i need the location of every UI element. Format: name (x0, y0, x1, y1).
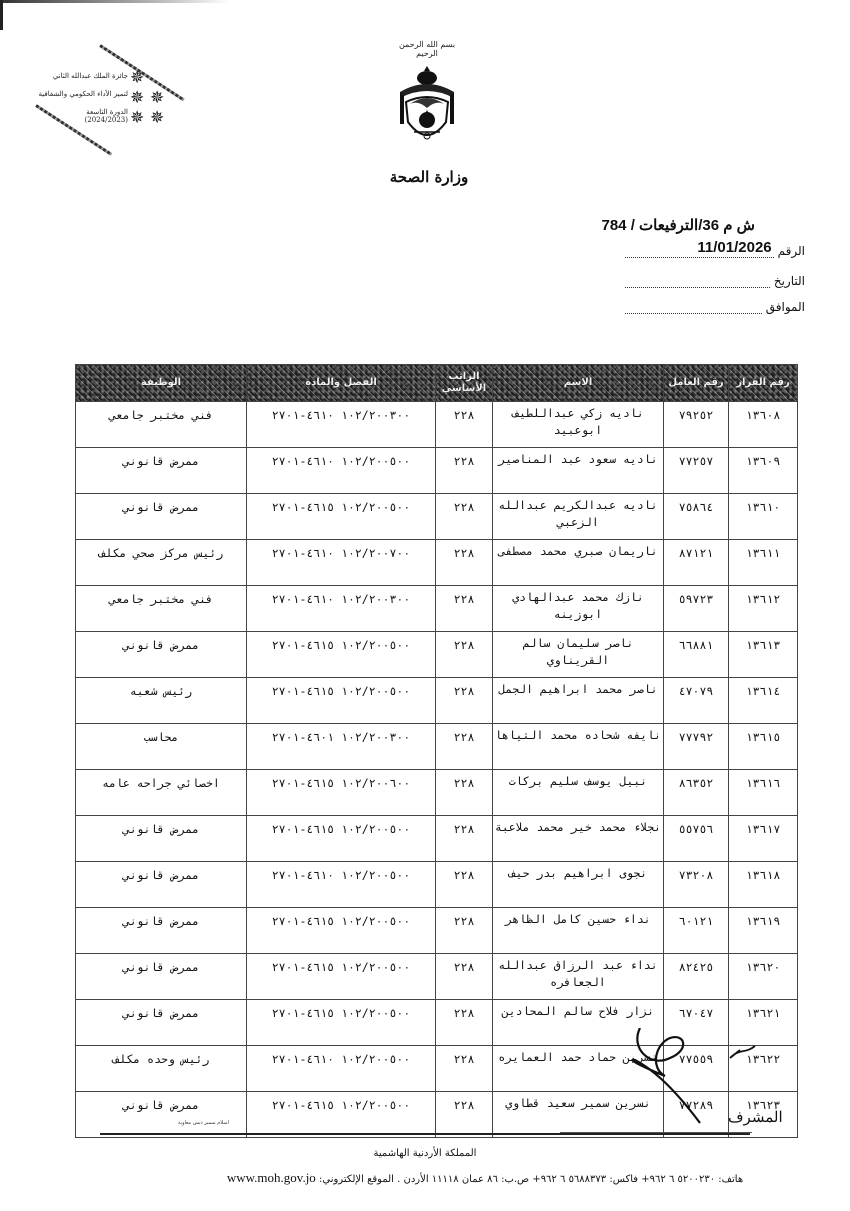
serial-cell: ١٣٦٢٣ (729, 1092, 798, 1138)
employee-number-cell: ٦٦٨٨١ (664, 632, 729, 678)
contact-details: هاتف: ٥٢٠٠٢٣٠ ٦ ٩٦٢+ فاكس: ٥٦٨٨٣٧٣ ٦ ٩٦٢+ ص.ب: ٨٦ عمان ١١١١٨ الأردن . الموقع الإلكتروني: (315, 1174, 744, 1185)
job-title-cell: فني مختبر جامعي (76, 402, 247, 448)
salary-cell: ٢٢٨ (436, 954, 493, 1000)
job-title-cell: ممرض قانوني (76, 1000, 247, 1046)
number-row (625, 239, 805, 258)
serial-cell: ١٣٦٢٢ (729, 1046, 798, 1092)
chapter-item-cell: ١٠٢/٢٠٠٥٠٠ ٤٦١٥-٢٧٠١ (247, 1092, 436, 1138)
table-row (76, 632, 798, 678)
name-cell: نازك محمد عبدالهادي ابوزينه (493, 586, 664, 632)
name-cell: نسرين سمير سعيد قطاوي (493, 1092, 664, 1138)
serial-cell: ١٣٦٠٨ (729, 402, 798, 448)
employee-number-cell: ٤٧٠٧٩ (664, 678, 729, 724)
serial-cell: ١٣٦١٨ (729, 862, 798, 908)
chapter-item-cell: ١٠٢/٢٠٠٥٠٠ ٤٦١٥-٢٧٠١ (247, 678, 436, 724)
scan-edge (0, 0, 230, 3)
number-field (625, 239, 774, 258)
header-basic-salary: الراتب الأساسي (436, 365, 493, 402)
salary-cell: ٢٢٨ (436, 862, 493, 908)
job-title-cell: ممرض قانوني (76, 954, 247, 1000)
supervisor-label: المشرف (728, 1108, 783, 1126)
award-line-2: لتميز الأداء الحكومي والشفافية (38, 90, 128, 98)
number-label: الرقم (777, 244, 805, 258)
serial-cell: ١٣٦١٢ (729, 586, 798, 632)
ministry-name: وزارة الصحة (389, 168, 469, 186)
chapter-item-cell: ١٠٢/٢٠٠٣٠٠ ٤٦١٠-٢٧٠١ (247, 586, 436, 632)
name-cell: ناصر سليمان سالم القريناوي (493, 632, 664, 678)
serial-cell: ١٣٦٠٩ (729, 448, 798, 494)
star-icon: ✵ (130, 88, 145, 108)
name-cell: ناديه عبدالكريم عبدالله الزعبي (493, 494, 664, 540)
table-row (76, 494, 798, 540)
job-title-cell: محاسب (76, 724, 247, 770)
chapter-item-cell: ١٠٢/٢٠٠٥٠٠ ٤٦١٠-٢٧٠١ (247, 862, 436, 908)
table-row (76, 724, 798, 770)
header-name: الاسم (493, 365, 664, 402)
star-icon: ✵ (150, 108, 165, 128)
employee-number-cell: ٥٩٧٢٣ (664, 586, 729, 632)
serial-cell: ١٣٦١٦ (729, 770, 798, 816)
hijri-date-field (625, 301, 762, 314)
chapter-item-cell: ١٠٢/٢٠٠٣٠٠ ٤٦٠١-٢٧٠١ (247, 724, 436, 770)
table-header-row (76, 365, 798, 402)
chapter-item-cell: ١٠٢/٢٠٠٥٠٠ ٤٦١٥-٢٧٠١ (247, 494, 436, 540)
salary-cell: ٢٢٨ (436, 908, 493, 954)
salary-cell: ٢٢٨ (436, 494, 493, 540)
salary-cell: ٢٢٨ (436, 816, 493, 862)
star-icon: ✵ (130, 108, 145, 128)
serial-cell: ١٣٦١٥ (729, 724, 798, 770)
salary-cell: ٢٢٨ (436, 1046, 493, 1092)
job-title-cell: ممرض قانوني (76, 908, 247, 954)
serial-cell: ١٣٦١٩ (729, 908, 798, 954)
date-field (625, 275, 770, 288)
table-row (76, 678, 798, 724)
award-stamp (30, 40, 190, 160)
serial-cell: ١٣٦١٤ (729, 678, 798, 724)
header-job-title: الوظيفة (76, 365, 247, 402)
header-chapter-item: الفصل والمادة (247, 365, 436, 402)
table-row (76, 862, 798, 908)
job-title-cell: رئيس مركز صحي مكلف (76, 540, 247, 586)
job-title-cell: ممرض قانوني (76, 1092, 247, 1138)
salary-cell: ٢٢٨ (436, 586, 493, 632)
salary-cell: ٢٢٨ (436, 540, 493, 586)
serial-cell: ١٣٦١١ (729, 540, 798, 586)
chapter-item-cell: ١٠٢/٢٠٠٣٠٠ ٤٦١٠-٢٧٠١ (247, 402, 436, 448)
chapter-item-cell: ١٠٢/٢٠٠٦٠٠ ٤٦١٥-٢٧٠١ (247, 770, 436, 816)
employee-number-cell: ٦٠١٢١ (664, 908, 729, 954)
salary-cell: ٢٢٨ (436, 724, 493, 770)
chapter-item-cell: ١٠٢/٢٠٠٥٠٠ ٤٦١٥-٢٧٠١ (247, 908, 436, 954)
job-title-cell: ممرض قانوني (76, 448, 247, 494)
salary-cell: ٢٢٨ (436, 402, 493, 448)
scan-edge (0, 0, 3, 30)
name-cell: نزار فلاح سالم المحادين (493, 1000, 664, 1046)
employee-number-cell: ٧٧٢٥٧ (664, 448, 729, 494)
name-cell: ناصر محمد ابراهيم الجمل (493, 678, 664, 724)
table-row (76, 448, 798, 494)
hijri-date-label: الموافق (765, 300, 805, 314)
name-cell: نايفه شحاده محمد التياها (493, 724, 664, 770)
website-link[interactable]: www.moh.gov.jo (226, 1170, 316, 1185)
name-cell: نجلاء محمد خير محمد ملاعبة (493, 816, 664, 862)
name-cell: نسرين حماد حمد العمايره (493, 1046, 664, 1092)
chapter-item-cell: ١٠٢/٢٠٠٥٠٠ ٤٦١٠-٢٧٠١ (247, 1046, 436, 1092)
chapter-item-cell: ١٠٢/٢٠٠٥٠٠ ٤٦١٥-٢٧٠١ (247, 1000, 436, 1046)
name-cell: نداء حسين كامل الظاهر (493, 908, 664, 954)
serial-cell: ١٣٦١٣ (729, 632, 798, 678)
employee-number-cell: ٥٥٧٥٦ (664, 816, 729, 862)
table-row (76, 586, 798, 632)
table-row (76, 954, 798, 1000)
chapter-item-cell: ١٠٢/٢٠٠٥٠٠ ٤٦١٠-٢٧٠١ (247, 448, 436, 494)
typist-initials: اسلام سمير دبش معاوية (178, 1120, 229, 1126)
job-title-cell: فني مختبر جامعي (76, 586, 247, 632)
job-title-cell: ممرض قانوني (76, 494, 247, 540)
coat-of-arms-icon (392, 62, 462, 150)
hijri-date-row (625, 300, 805, 314)
table-row (76, 908, 798, 954)
name-cell: ناريمان صبري محمد مصطفى (493, 540, 664, 586)
salary-cell: ٢٢٨ (436, 1000, 493, 1046)
footer-divider (100, 1133, 750, 1135)
employee-number-cell: ٨٧١٢١ (664, 540, 729, 586)
employee-number-cell: ٧٩٢٥٢ (664, 402, 729, 448)
star-icon: ✵ (130, 68, 145, 88)
kingdom-name: المملكة الأردنية الهاشمية (373, 1148, 477, 1159)
chapter-item-cell: ١٠٢/٢٠٠٧٠٠ ٤٦١٠-٢٧٠١ (247, 540, 436, 586)
contact-info (140, 1170, 830, 1186)
salary-cell: ٢٢٨ (436, 448, 493, 494)
header-serial: رقم القرار (729, 365, 798, 402)
table-row (76, 540, 798, 586)
number-value: 11/01/2026 (697, 239, 772, 256)
job-title-cell: رئيس وحده مكلف (76, 1046, 247, 1092)
chapter-item-cell: ١٠٢/٢٠٠٥٠٠ ٤٦١٥-٢٧٠١ (247, 954, 436, 1000)
serial-cell: ١٣٦٢٠ (729, 954, 798, 1000)
serial-cell: ١٣٦١٧ (729, 816, 798, 862)
reference-number: ش م 36/الترفيعات / 784 (601, 217, 755, 234)
employee-number-cell: ٧٧٢٨٩ (664, 1092, 729, 1138)
promotions-table (75, 364, 798, 1138)
job-title-cell: ممرض قانوني (76, 632, 247, 678)
table-row (76, 770, 798, 816)
employee-number-cell: ٦٧٠٤٧ (664, 1000, 729, 1046)
job-title-cell: رئيس شعبه (76, 678, 247, 724)
serial-cell: ١٣٦١٠ (729, 494, 798, 540)
employee-number-cell: ٨٦٣٥٢ (664, 770, 729, 816)
name-cell: ناديه سعود عبد المناصير (493, 448, 664, 494)
award-line-4: (2024/2023) (84, 116, 128, 124)
employee-number-cell: ٧٣٢٠٨ (664, 862, 729, 908)
employee-number-cell: ٧٧٥٥٩ (664, 1046, 729, 1092)
salary-cell: ٢٢٨ (436, 1092, 493, 1138)
star-icon: ✵ (150, 88, 165, 108)
chapter-item-cell: ١٠٢/٢٠٠٥٠٠ ٤٦١٥-٢٧٠١ (247, 816, 436, 862)
chapter-item-cell: ١٠٢/٢٠٠٥٠٠ ٤٦١٥-٢٧٠١ (247, 632, 436, 678)
serial-cell: ١٣٦٢١ (729, 1000, 798, 1046)
job-title-cell: ممرض قانوني (76, 862, 247, 908)
name-cell: نجوى ابراهيم بدر حيف (493, 862, 664, 908)
award-line-3: الدورة التاسعة (86, 108, 128, 116)
salary-cell: ٢٢٨ (436, 678, 493, 724)
table-row (76, 816, 798, 862)
basmala: بسم الله الرحمن الرحيم (398, 40, 456, 58)
table-row (76, 402, 798, 448)
employee-number-cell: ٧٧٧٩٢ (664, 724, 729, 770)
name-cell: نداء عبد الرزاق عبدالله الجعافره (493, 954, 664, 1000)
header-employee-number: رقم العامل (664, 365, 729, 402)
name-cell: ناديه زكي عبداللطيف ابوعبيد (493, 402, 664, 448)
job-title-cell: اخصائي جراحه عامه (76, 770, 247, 816)
name-cell: نبيل يوسف سليم بركات (493, 770, 664, 816)
date-row (625, 274, 805, 288)
salary-cell: ٢٢٨ (436, 632, 493, 678)
job-title-cell: ممرض قانوني (76, 816, 247, 862)
employee-number-cell: ٧٥٨٦٤ (664, 494, 729, 540)
employee-number-cell: ٨٢٤٢٥ (664, 954, 729, 1000)
salary-cell: ٢٢٨ (436, 770, 493, 816)
date-label: التاريخ (773, 274, 805, 288)
award-line-1: جائزة الملك عبدالله الثاني (52, 72, 128, 80)
